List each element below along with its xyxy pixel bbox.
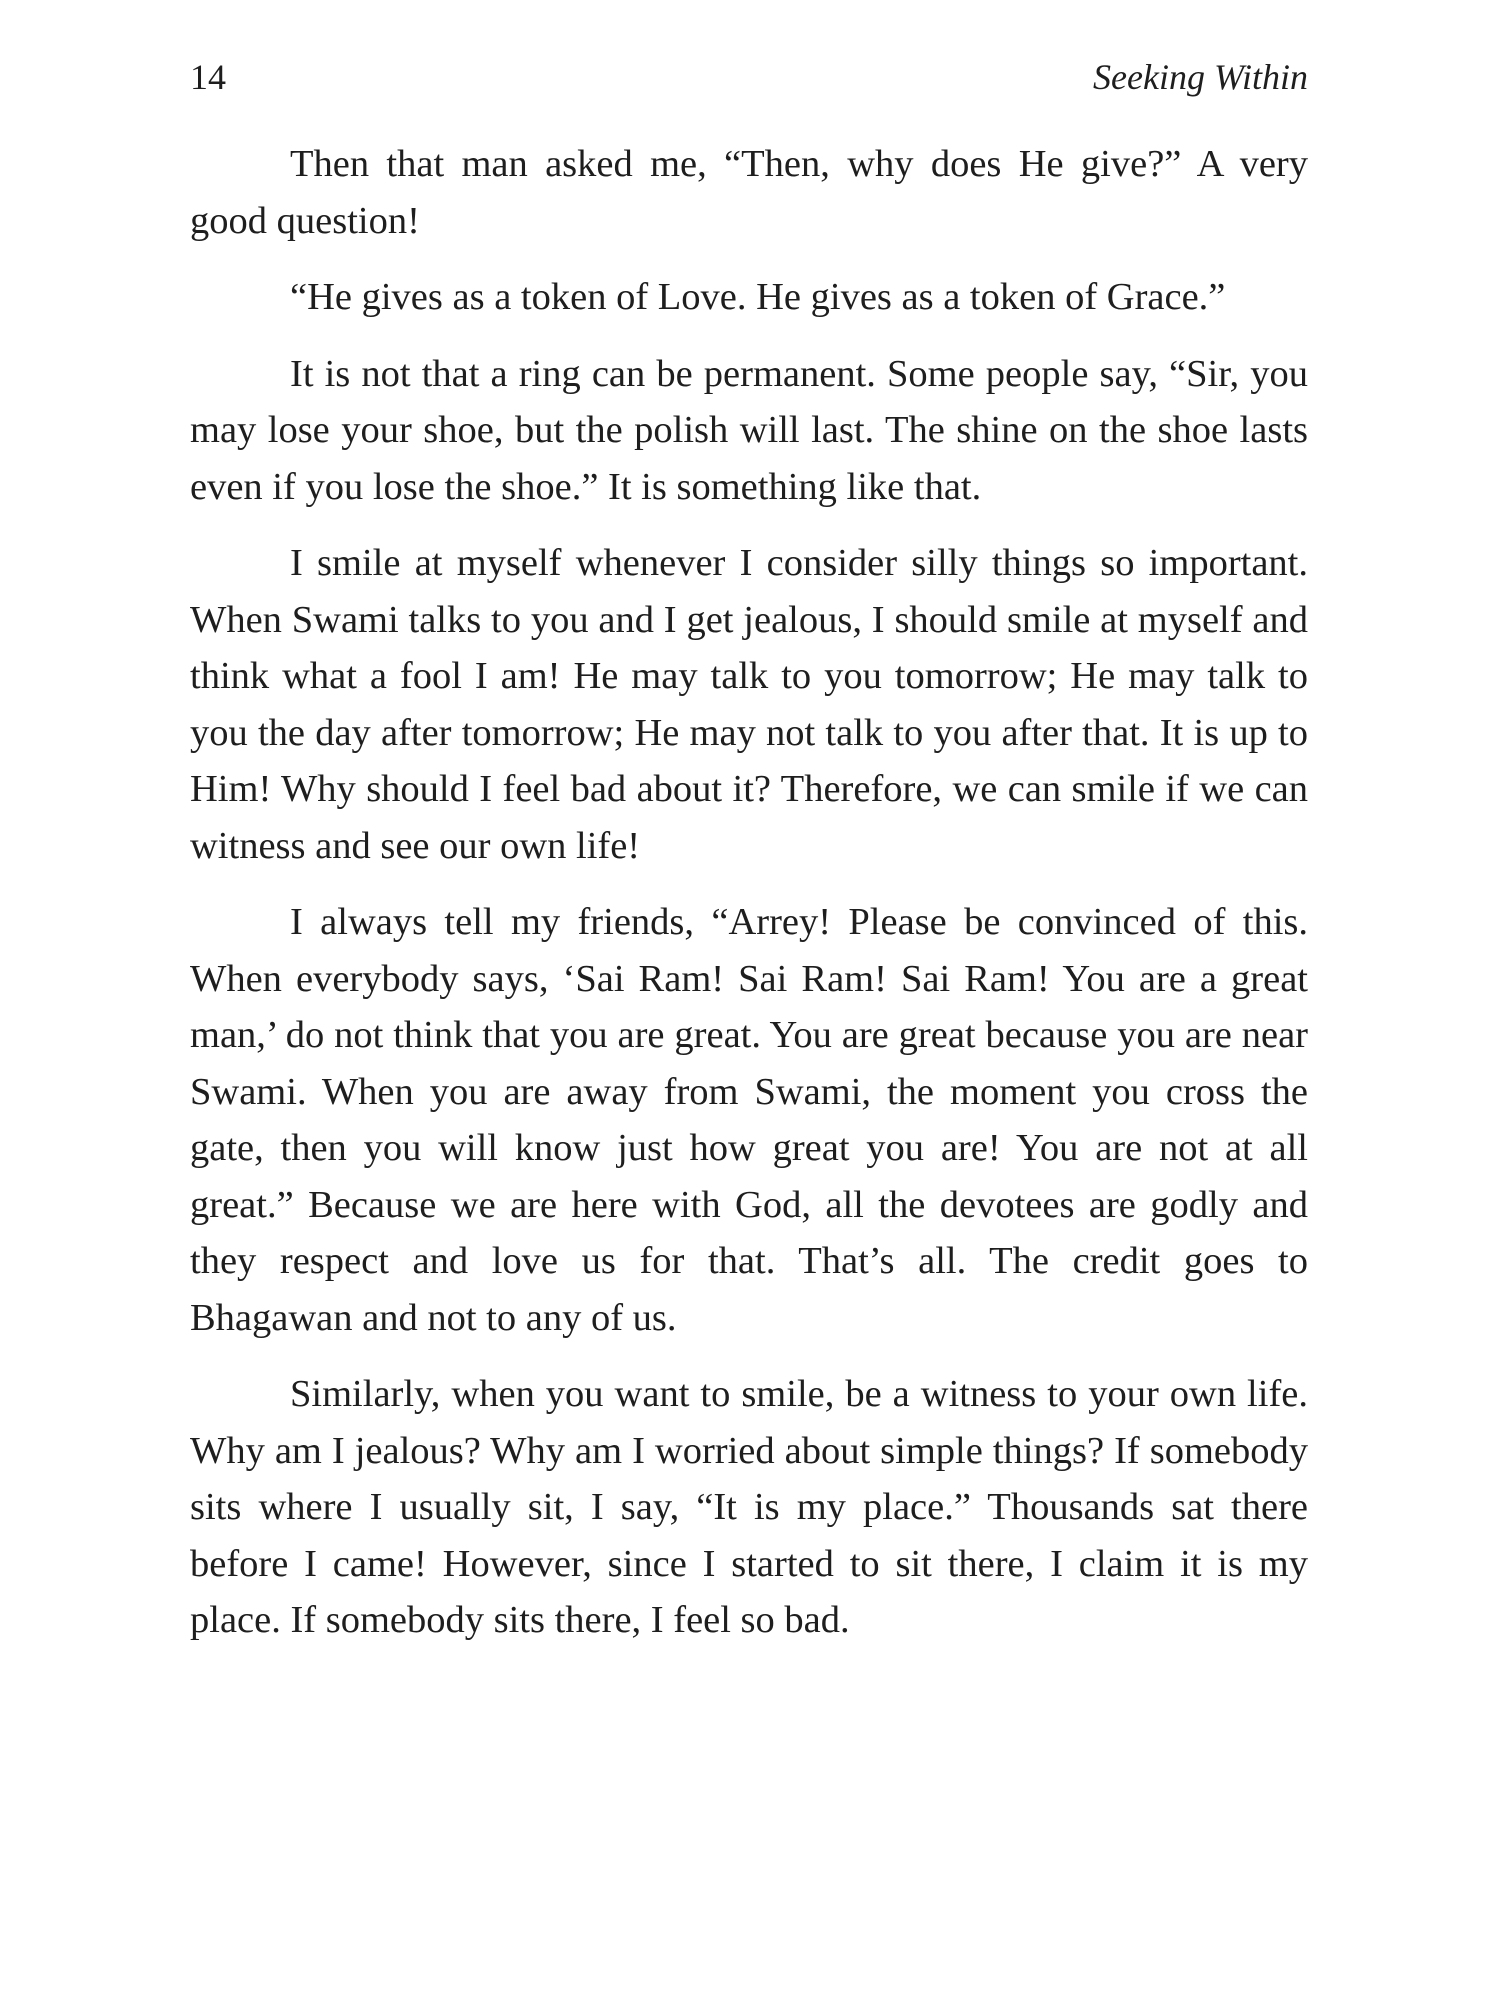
paragraph-5: I always tell my friends, “Arrey! Please be convinced of this. When everybody says, ‘Sai Ram! Sai Ram! Sai Ram! You are a great man,’ do not think that you are great. You are great because you are near Swami. When you are away from Swami, the moment you cross the gate, then you will know just how great you are! You are not at all great.” Because we are here with God, all the devotees are godly and they respect and love us for that. That’s all. The credit goes to Bhagawan and not to any of us. bbox=[190, 901, 1308, 1339]
running-title: Seeking Within bbox=[1093, 57, 1308, 97]
body-text bbox=[190, 136, 1308, 1669]
paragraph-1: Then that man asked me, “Then, why does He give?” A very good question! bbox=[190, 143, 1308, 242]
page-header bbox=[190, 52, 1308, 102]
paragraph-4: I smile at myself whenever I consider silly things so important. When Swami talks to you and I get jealous, I should smile at myself and think what a fool I am! He may talk to you tomorrow; He may talk to you the day after tomorrow; He may not talk to you after that. It is up to Him! Why should I feel bad about it? Therefore, we can smile if we can witness and see our own life! bbox=[190, 542, 1308, 867]
paragraph-3: It is not that a ring can be permanent. Some people say, “Sir, you may lose your shoe, but the polish will last. The shine on the shoe lasts even if you lose the shoe.” It is something like that. bbox=[190, 352, 1308, 508]
page-number: 14 bbox=[190, 57, 226, 97]
paragraph-6: Similarly, when you want to smile, be a witness to your own life. Why am I jealous? Why am I worried about simple things? If somebody sits where I usually sit, I say, “It is my place.” Thousands sat there before I came! However, since I started to sit there, I claim it is my place. If somebody sits there, I feel so bad. bbox=[190, 1373, 1308, 1641]
paragraph-2: “He gives as a token of Love. He gives as a token of Grace.” bbox=[290, 276, 1226, 318]
